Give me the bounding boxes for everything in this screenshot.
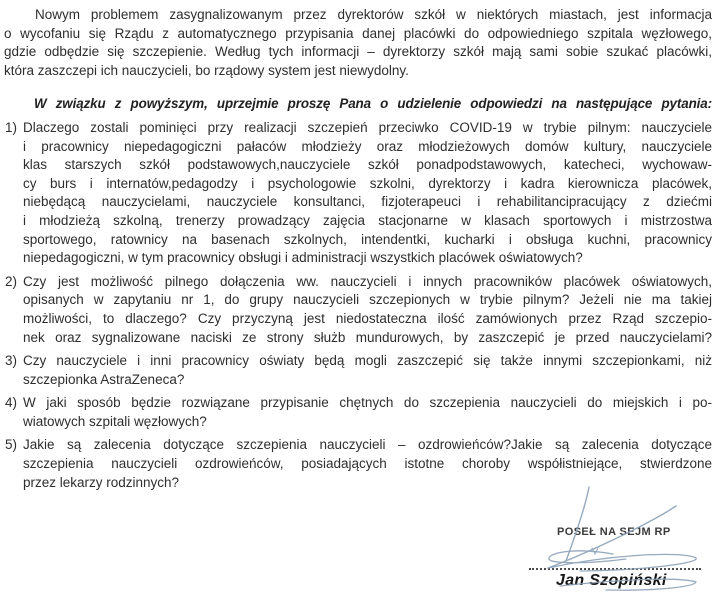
signature-name: Jan Szopiński [556,572,667,589]
question-4 [4,394,712,431]
signature-title: POSEŁ NA SEJM RP [557,526,671,538]
question-line: Czy nauczyciele i inni pracownicy oświaty będą mogli zaszczepić się także innymi szczepionkami, niż [23,353,712,369]
question-line: niebędącą nauczycielami, nauczyciele konsultanci, fizjoterapeuci i rehabilitancipracujący z dziećmi [23,194,712,210]
question-1 [4,119,712,268]
signature-stroke [566,487,589,561]
question-line: i pracownicy niepedagogiczni pałaców młodzieży oraz młodzieżowych domów kultury, nauczyciele [23,138,712,154]
intro-line: gdzie odbędzie się szczepienie. Według tych informacji – dyrektorzy szkół mają sami sobie szukać placówki, [4,44,712,60]
request-heading: W związku z powyższym, uprzejmie proszę Pana o udzielenie odpowiedzi na następujące pytania: [34,96,712,112]
question-line: nek oraz sygnalizowane naciski ze strony służb mundurowych, by zaszczepić je przed nauczycielami? [23,329,712,345]
question-3 [4,352,712,389]
question-line: przez lekarzy rodzinnych? [23,474,180,490]
question-line: opisanych w zapytaniu nr 1, do grupy nauczycieli szczepionych w trybie pilnym? Jeżeli nie ma takiej [23,292,712,308]
question-number: 1) [5,119,18,135]
question-line: sportowego, ratownicy na basenach szkolnych, intendentki, kucharki i obsługa kuchni, pracownicy [23,231,712,247]
question-line: cy burs i internatów,pedagodzy i psychologowie szkolni, dyrektorzy i kadra kierownicza placówek, [23,175,712,191]
question-line: W jaki sposób będzie rozwiązane przypisanie chętnych do szczepienia nauczycieli do miejskich i po- [23,395,712,411]
intro-line: o wycofaniu się Rządu z automatycznego przypisania danej placówki do odpowiedniego szpitala węzłowego, [4,25,712,41]
question-number: 2) [5,273,18,289]
signature-dotted-line [529,558,701,570]
intro-paragraph [4,6,712,80]
question-number: 5) [5,437,18,453]
intro-line: która zaszczepi ich nauczycieli, bo rządowy system jest niewydolny. [4,62,409,78]
question-line: Czy jest możliwość pilnego dołączenia ww. nauczycieli i innych pracowników placówek oświatowych, [23,273,712,289]
question-number: 3) [5,353,18,369]
question-5 [4,436,712,492]
question-line: możliwości, to dlaczego? Czy przyczyną jest niedostateczna ilość zamówionych przez Rząd szczepio- [23,310,712,326]
question-2 [4,273,712,347]
question-line: Dlaczego zostali pominięci przy realizacji szczepień przeciwko COVID-19 w trybie pilnym: nauczyciele [23,119,712,135]
question-line: szczepienia nauczycieli ozdrowieńców, posiadających istotne choroby współistniejące, stwierdzone [23,456,712,472]
question-line: szczepionka AstraZeneca? [23,371,185,387]
question-line: i młodzieżą szkolną, trenerzy prowadzący zajęcia stacjonarne w klasach sportowych i mistrzostwa [23,212,712,228]
question-line: klas starszych szkół podstawowych,nauczyciele szkół ponadpodstawowych, katecheci, wychowaw- [23,157,712,173]
questions-list [4,119,712,492]
signature-stroke [592,548,598,554]
question-line: niepedagogiczni, w tym pracownicy obsługi i administracji wszystkich placówek oświatowych? [23,250,583,266]
question-line: wiatowych szpitali węzłowych? [23,413,207,429]
question-number: 4) [5,395,18,411]
intro-line: Nowym problemem zasygnalizowanym przez dyrektorów szkół w niektórych miastach, jest informacja [35,7,712,22]
question-line: Jakie są zalecenia dotyczące szczepienia nauczycieli – ozdrowieńców?Jakie są zalecenia dotyczące [23,437,712,453]
